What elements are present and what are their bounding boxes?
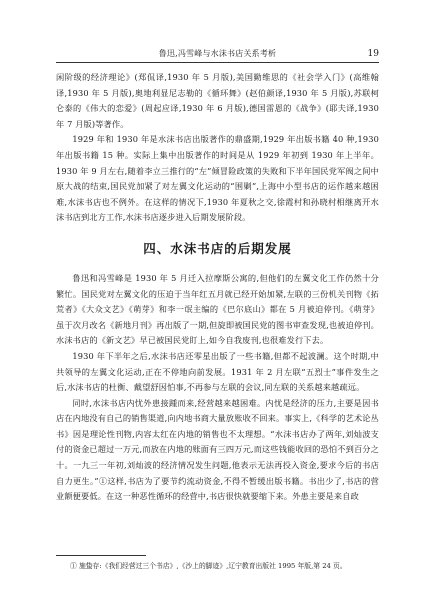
paragraph: 1930 年下半年之后,水沫书店还零星出版了一些书籍,但都不起波澜。这个时期,中共领导的左翼文化运动,正在不停地向前发展。1931 年 2 月左联“五烈士”事件发生之后,水沫书店的杜衡、戴望舒因怕事,不再参与左联的会议,同左联的关系越来越疏远。	[56, 350, 379, 393]
body-text	[56, 70, 379, 505]
running-header	[56, 47, 379, 61]
paragraph: 鲁迅和冯雪峰是 1930 年 5 月迁入拉摩斯公寓的,但他们的左翼文化工作仍然十分繁忙。国民党对左翼文化的压迫于当年红五月就已经开始加紧,左联的三份机关刊物《拓荒者》《大众文艺》《萌芽》和李一氓主编的《巴尔底山》都在 5 月被迫停刊。《萌芽》虽于次月改名《新地月刊》再出版了一期,但旋即被国民党的图书审查发现,也被迫停刊。水沫书店的《新文艺》早已被国民党盯上,如今自我废刊,也很难发行下去。	[56, 272, 379, 346]
paragraph: 1929 年和 1930 年是水沫书店出版著作的鼎盛期,1929 年出版书籍 40 种,1930 年出版书籍 15 种。实际上集中出版著作的时间是从 1929 年初到 1930 年上半年。1930 年 9 月左右,随着李立三推行的“左”倾冒险政策的失败和下半年国民党军阀之间中原大战的结束,国民党加紧了对左翼文化运动的“围剿”,上海中小型书店的运作越来越困难,水沫书店也不例外。在这样的情况下,1930 年夏秋之交,徐霞村和孙晓村相继离开水沫书店到北方工作,水沫书店逐步进入后期发展阶段。	[56, 134, 379, 223]
footnote	[70, 561, 379, 571]
header-rule	[56, 62, 379, 63]
page-number: 19	[367, 49, 379, 59]
section-heading: 四、水沫书店的后期发展	[143, 240, 292, 256]
running-title: 鲁迅,冯雪峰与水沫书店关系考析	[158, 49, 277, 58]
footnote-marker: ①	[70, 562, 77, 570]
paragraph: 闲阶级的经济理论》(郑侃译,1930 年 5 月版),美国勤维思的《社会学入门》(高维翰译,1930 年 5 月版),奥地利显尼志勒的《循环舞》(赵伯颜译,1930 年 5 月版),苏联柯仑泰的《伟大的恋爱》(周起应译,1930 年 6 月版),德国雷恩的《战争》(耶夫译,1930 年 7 月版)等著作。	[56, 72, 379, 129]
footnote-rule	[56, 555, 146, 556]
paragraph: 同时,水沫书店内忧外患接踵而来,经营越来越困难。内忧是经济的压力,主要是因书店在内地没有自己的销售渠道,向内地书商大量放账收不回来。事实上,《科学的艺术论丛书》因是理论性刊物,内容太红在内地的销售也不太理想。“水沫书店办了两年,刘灿波支付的资金已超过一万元,而放在内地的账面有三四万元,而这些钱能收回的恐怕不到百分之十。一九三一年初,刘灿波的经济情况发生问题,他表示无法再投入资金,要求今后的书店自力更生。”①这样,书店为了要节约流动资金,不得不暂缓出版书籍。书出少了,书店的营业额便要低。在这一种恶性循环的经营中,书店很快就要缩下来。外患主要是来自政	[56, 397, 379, 502]
footnote-text: 施蛰存:《我们经营过三个书店》,《沙上的脚迹》,辽宁教育出版社 1995 年版,第 24 页。	[78, 562, 347, 570]
